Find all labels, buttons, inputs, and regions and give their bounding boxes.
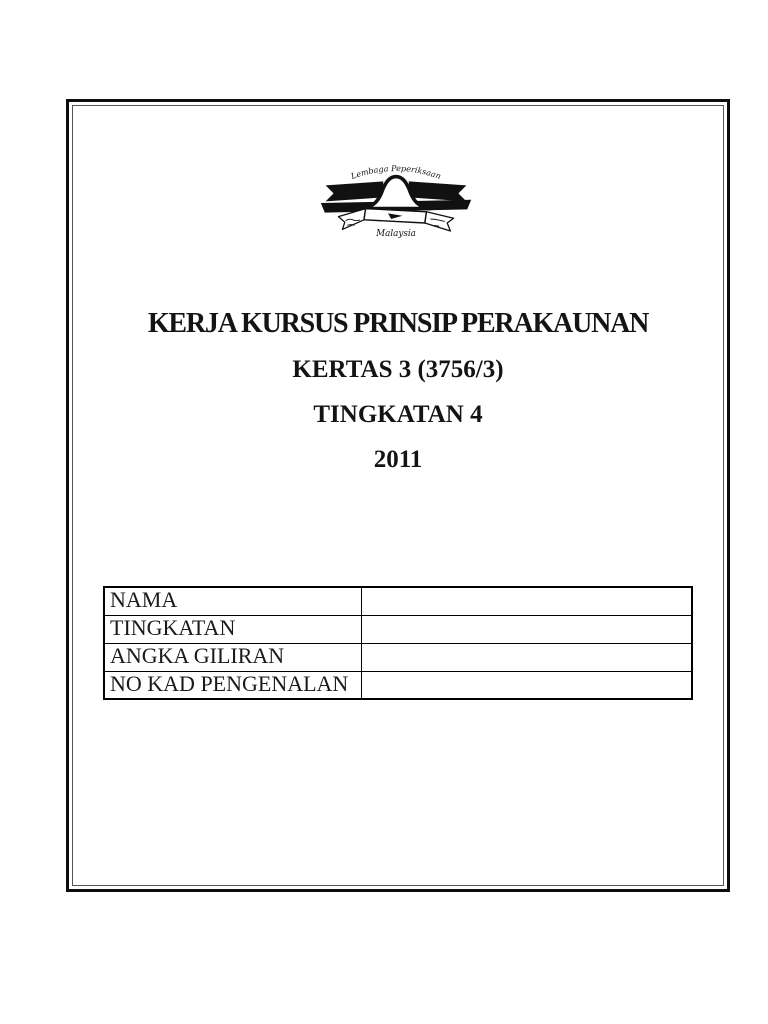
cover-main-title: KERJA KURSUS PRINSIP PERAKAUNAN bbox=[147, 308, 649, 339]
table-row-nama bbox=[104, 587, 692, 615]
logo-left-band bbox=[326, 181, 384, 201]
logo-ribbon-right-tail bbox=[425, 212, 454, 231]
row-label: TINGKATAN bbox=[104, 615, 362, 643]
lembaga-peperiksaan-malaysia-logo-icon bbox=[316, 158, 476, 240]
row-label: NAMA bbox=[104, 587, 362, 615]
cover-form-line: TINGKATAN 4 bbox=[313, 401, 483, 428]
table-row-no-kad-pengenalan bbox=[104, 671, 692, 699]
candidate-info-table bbox=[103, 586, 693, 700]
logo-arc-text: Lembaga Peperiksaan bbox=[349, 163, 443, 181]
logo-right-band bbox=[409, 181, 467, 201]
row-value-cell bbox=[362, 671, 692, 699]
cover-year-line: 2011 bbox=[373, 446, 423, 473]
exam-board-emblem-icon bbox=[316, 158, 476, 240]
row-label: ANGKA GILIRAN bbox=[104, 643, 362, 671]
table-row-angka-giliran bbox=[104, 643, 692, 671]
row-value-cell bbox=[362, 587, 692, 615]
row-value-cell bbox=[362, 643, 692, 671]
cover-paper-line: KERTAS 3 (3756/3) bbox=[292, 356, 504, 383]
row-label: NO KAD PENGENALAN bbox=[104, 671, 362, 699]
logo-malaysia-text: Malaysia bbox=[376, 228, 416, 239]
table-row-tingkatan bbox=[104, 615, 692, 643]
row-value-cell bbox=[362, 615, 692, 643]
